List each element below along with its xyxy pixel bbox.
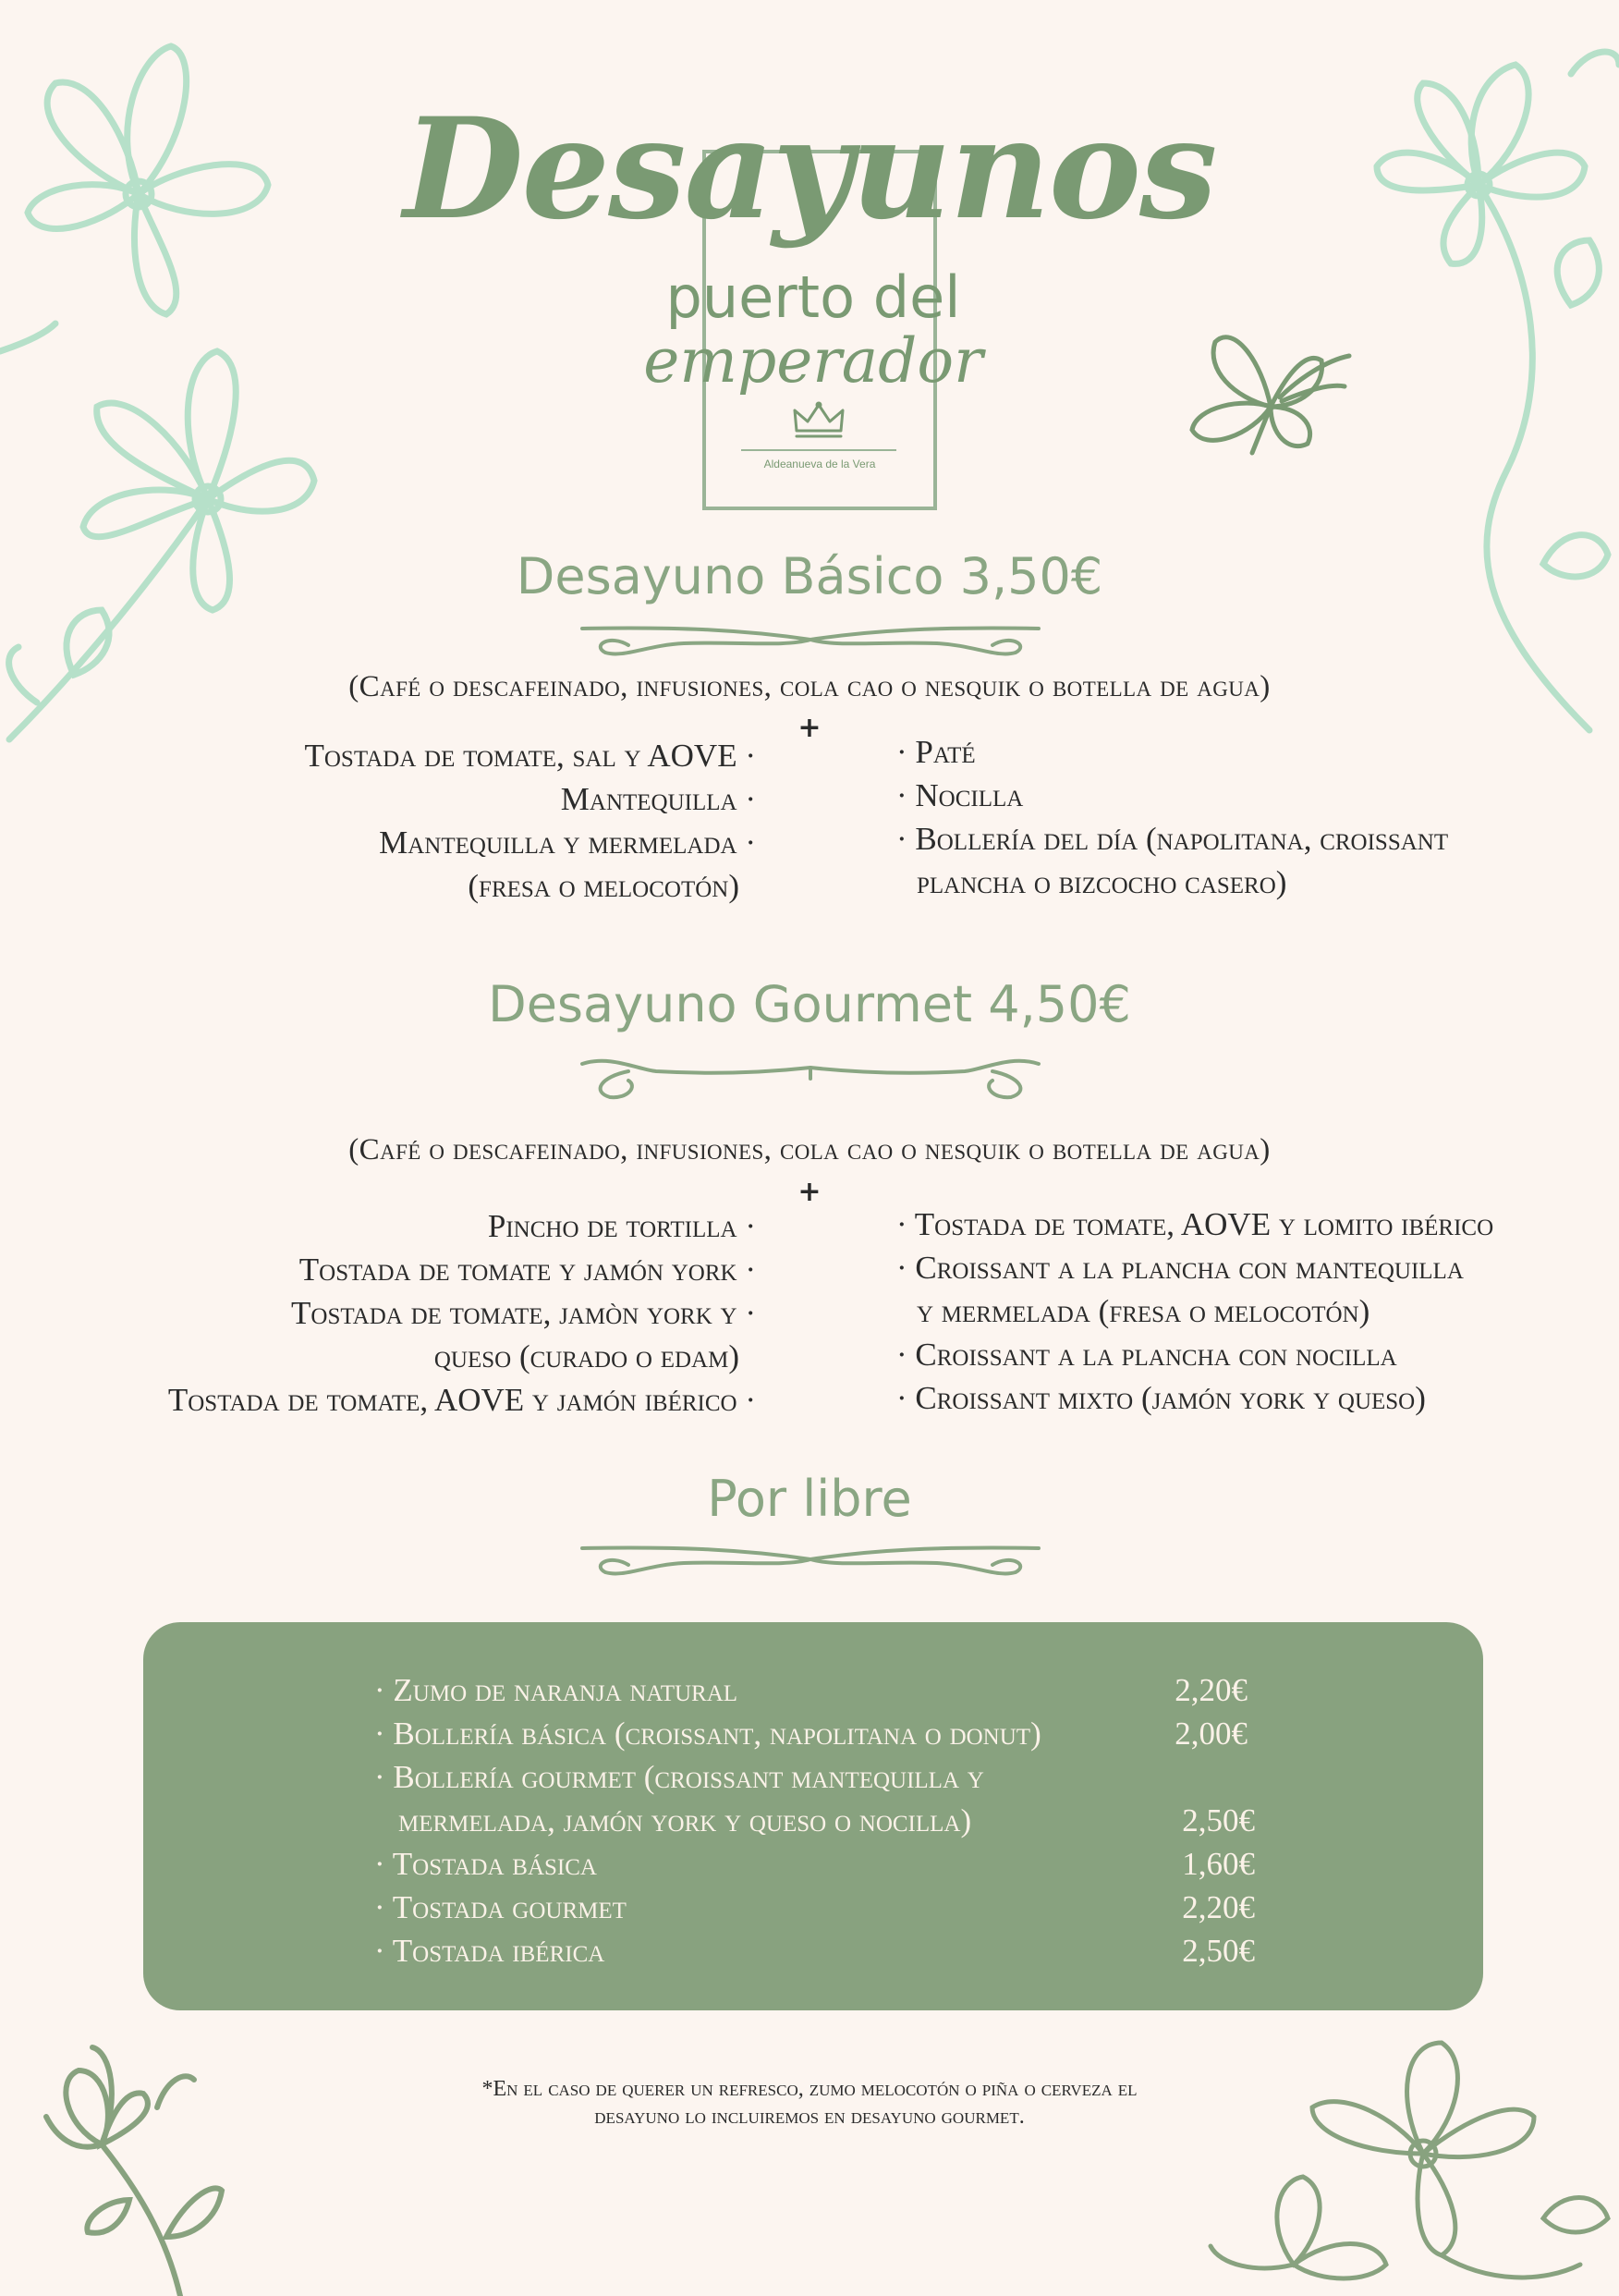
list-item: · Tostada gourmet — [374, 1889, 627, 1925]
footnote — [0, 2075, 1619, 2131]
list-item: · Zumo de naranja natural — [374, 1672, 738, 1708]
price-value: 1,60€ — [1182, 1846, 1255, 1882]
page-title: Desayunos — [403, 88, 1216, 250]
list-item: · Bollería básica (croissant, napolitana o donut) — [374, 1716, 1041, 1752]
flower-bottom-right-decoration — [1192, 2006, 1619, 2296]
drinks-line-gourmet: (Café o descafeinado, infusiones, cola cao o nesquik o botella de agua) — [348, 1133, 1271, 1166]
logo-text-line1: puerto del — [665, 263, 961, 331]
gourmet-left-list — [55, 1204, 756, 1422]
extras-prices — [1100, 1668, 1255, 1972]
price-value: 2,20€ — [1182, 1889, 1255, 1925]
price-value: 2,50€ — [1182, 1802, 1255, 1838]
list-item: · Nocilla — [896, 777, 1024, 813]
list-item: · Bollería del día (napolitana, croissant — [896, 821, 1449, 857]
list-item: Tostada de tomate, sal y AOVE · — [304, 738, 756, 774]
price-value — [1100, 1755, 1248, 1799]
list-item: plancha o bizcocho casero) — [917, 864, 1287, 900]
flourish-divider — [573, 1049, 1048, 1105]
list-item: Tostada de tomate y jamón york · — [298, 1252, 756, 1288]
section-title-gourmet: Desayuno Gourmet 4,50€ — [488, 975, 1131, 1033]
list-item: queso (curado o edam) — [433, 1338, 739, 1374]
list-item: mermelada, jamón york y queso o nocilla) — [398, 1802, 972, 1838]
basico-right-list — [896, 730, 1543, 904]
list-item: Mantequilla y mermelada · — [379, 824, 756, 861]
footnote-line1: *En el caso de querer un refresco, zumo melocotón o piña o cerveza el — [481, 2077, 1138, 2101]
logo-divider — [741, 449, 896, 451]
list-item: (fresa o melocotón) — [468, 868, 739, 904]
list-item: · Tostada básica — [374, 1846, 597, 1882]
footnote-line2: desayuno lo incluiremos en desayuno gourmet. — [594, 2105, 1025, 2129]
list-item: · Bollería gourmet (croissant mantequilla y — [374, 1759, 984, 1795]
gourmet-right-list — [896, 1203, 1599, 1420]
list-item: y mermelada (fresa o melocotón) — [917, 1293, 1370, 1329]
crown-icon — [791, 399, 846, 440]
plus-sign-basico: + — [797, 712, 822, 744]
flourish-divider — [573, 617, 1048, 664]
flower-bottom-left-decoration — [28, 2006, 296, 2296]
list-item: Mantequilla · — [560, 781, 756, 817]
list-item: · Croissant mixto (jamón york y queso) — [896, 1380, 1426, 1416]
basico-left-list — [148, 734, 756, 908]
flourish-divider — [573, 1537, 1048, 1583]
extras-list — [374, 1668, 1041, 1972]
list-item: · Croissant a la plancha con mantequilla — [896, 1250, 1464, 1286]
logo-town: Aldeanueva de la Vera — [763, 458, 876, 470]
list-item: · Croissant a la plancha con nocilla — [896, 1337, 1397, 1373]
price-value: 2,50€ — [1182, 1933, 1255, 1969]
section-title-libre: Por libre — [707, 1470, 912, 1528]
price-value: 2,00€ — [1175, 1716, 1248, 1752]
list-item: · Tostada de tomate, AOVE y lomito ibérico — [896, 1206, 1494, 1242]
logo-text-line2: emperador — [643, 325, 983, 397]
list-item: · Paté — [896, 734, 976, 770]
section-title-basico: Desayuno Básico 3,50€ — [516, 547, 1103, 605]
list-item: Tostada de tomate, jamòn york y · — [291, 1295, 756, 1331]
butterfly-icon — [1178, 305, 1354, 462]
price-value: 2,20€ — [1175, 1672, 1248, 1708]
list-item: · Tostada ibérica — [374, 1933, 605, 1969]
list-item: Tostada de tomate, AOVE y jamón ibérico · — [167, 1382, 756, 1418]
plus-sign-gourmet: + — [797, 1176, 822, 1208]
list-item: Pincho de tortilla · — [487, 1208, 756, 1244]
drinks-line-basico: (Café o descafeinado, infusiones, cola cao o nesquik o botella de agua) — [348, 670, 1271, 703]
